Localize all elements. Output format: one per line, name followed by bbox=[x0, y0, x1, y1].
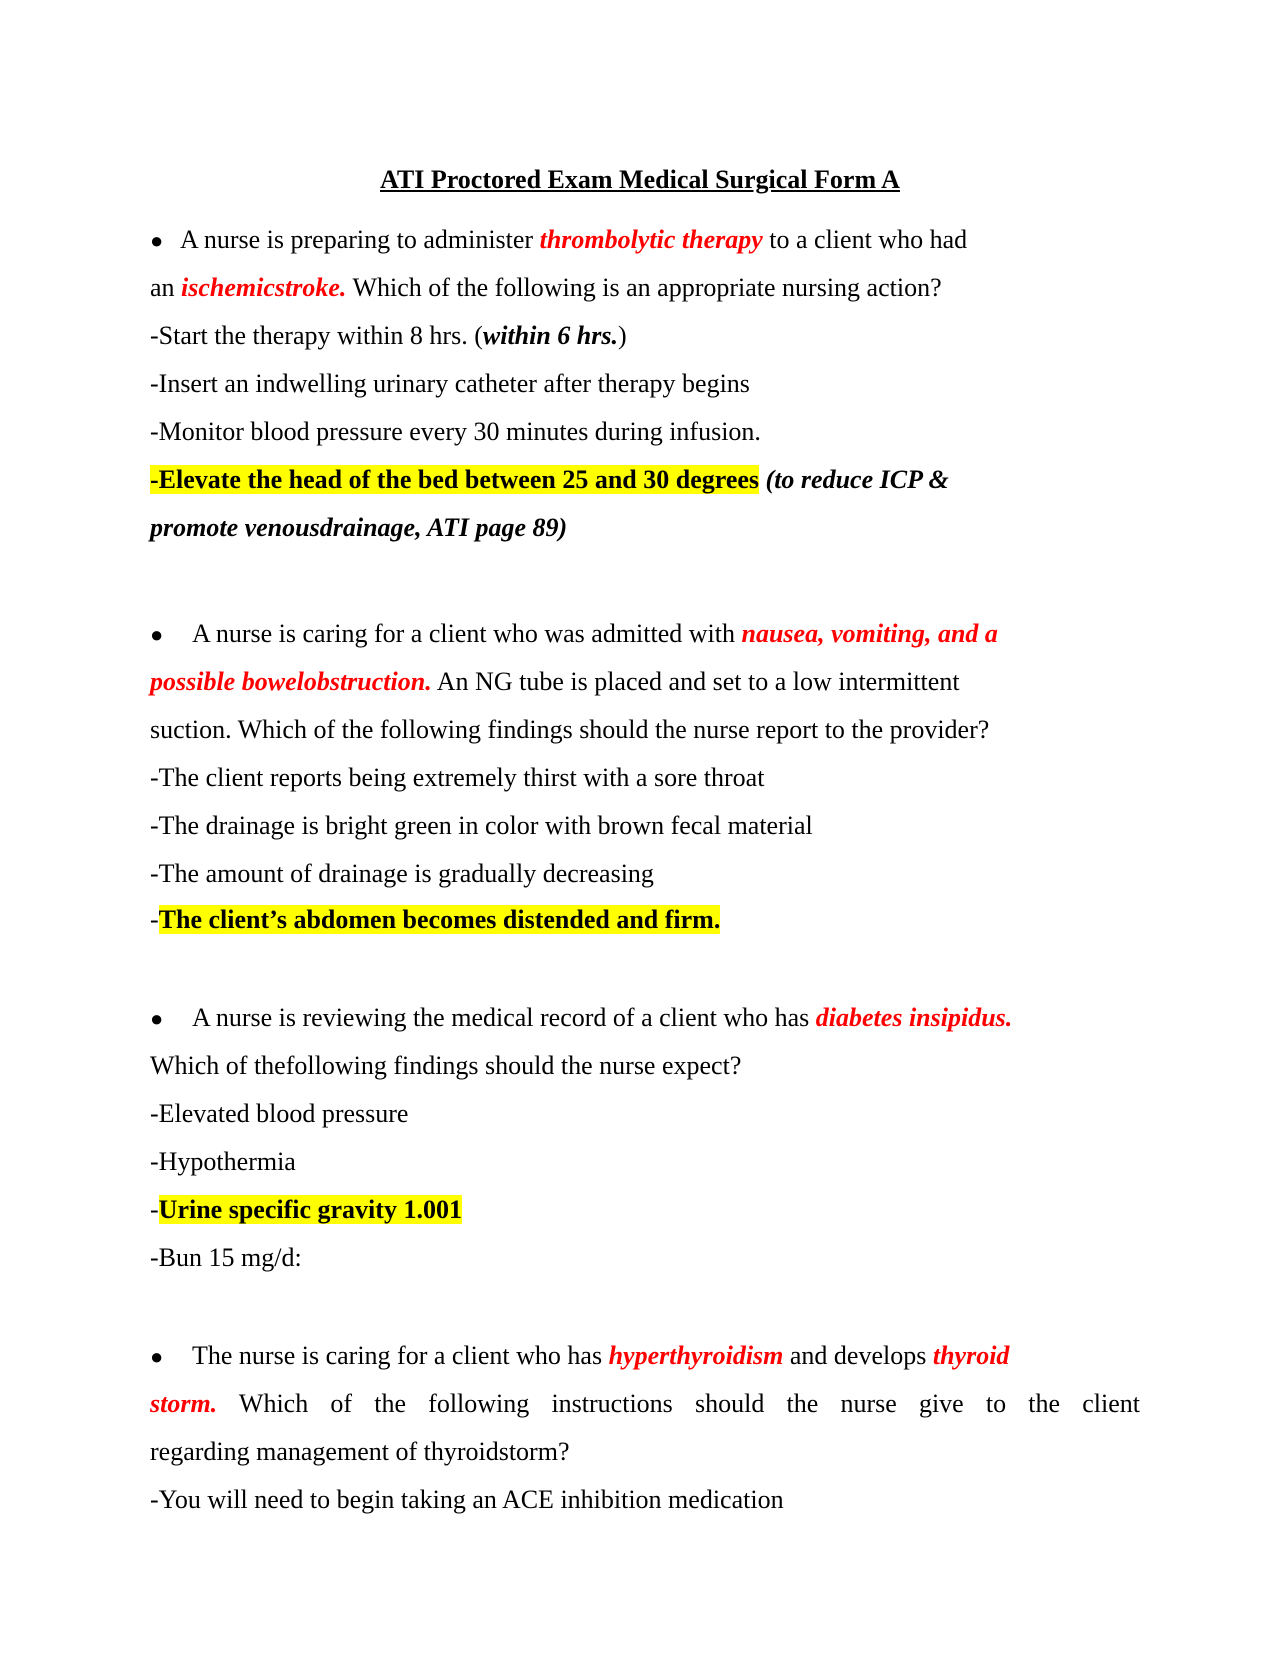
q3-line-1: ● A nurse is reviewing the medical record of a client who has diabetes insipidus. bbox=[150, 998, 1140, 1039]
bullet-icon: ● bbox=[150, 1006, 164, 1031]
keyword: nausea, vomiting, and a bbox=[741, 619, 998, 648]
answer-highlight: -Elevate the head of the bed between 25 and 30 degrees bbox=[150, 465, 760, 494]
keyword: thrombolytic therapy bbox=[539, 225, 763, 254]
q2-line-3: suction. Which of the following findings should the nurse report to the provider? bbox=[150, 715, 990, 744]
keyword: storm. bbox=[150, 1389, 218, 1418]
q1-option-1: -Start the therapy within 8 hrs. (within 6 hrs.) bbox=[150, 321, 627, 350]
keyword: hyperthyroidism bbox=[608, 1341, 784, 1370]
keyword: ischemicstroke. bbox=[181, 273, 347, 302]
q3-option-2: -Hypothermia bbox=[150, 1147, 296, 1176]
q3-option-3-answer: -Urine specific gravity 1.001 bbox=[150, 1195, 462, 1224]
keyword: diabetes insipidus. bbox=[815, 1003, 1013, 1032]
bullet-icon: ● bbox=[150, 1344, 164, 1369]
q2-line-2: possible bowelobstruction. An NG tube is placed and set to a low intermittent bbox=[150, 667, 960, 696]
q2-option-4-answer: -The client’s abdomen becomes distended and firm. bbox=[150, 905, 721, 934]
q2-option-2: -The drainage is bright green in color with brown fecal material bbox=[150, 811, 813, 840]
q2-line-1: ● A nurse is caring for a client who was admitted with nausea, vomiting, and a bbox=[150, 614, 1140, 655]
q1-line-1: ● A nurse is preparing to administer thrombolytic therapy to a client who had bbox=[150, 220, 1140, 261]
q4-line-2: storm. Which of the following instructions should the nurse give to the client bbox=[150, 1389, 1140, 1418]
answer-highlight: The client’s abdomen becomes distended and firm. bbox=[158, 905, 721, 934]
answer-highlight: Urine specific gravity 1.001 bbox=[158, 1195, 462, 1224]
q2-option-1: -The client reports being extremely thirst with a sore throat bbox=[150, 763, 765, 792]
q1-option-3: -Monitor blood pressure every 30 minutes during infusion. bbox=[150, 417, 761, 446]
bullet-icon: ● bbox=[150, 228, 164, 253]
q4-line-3: regarding management of thyroidstorm? bbox=[150, 1437, 570, 1466]
q3-option-1: -Elevated blood pressure bbox=[150, 1099, 409, 1128]
q1-option-4-answer: -Elevate the head of the bed between 25 and 30 degrees (to reduce ICP & bbox=[150, 465, 949, 494]
q4-option-1: -You will need to begin taking an ACE inhibition medication bbox=[150, 1485, 784, 1514]
q1-option-2: -Insert an indwelling urinary catheter after therapy begins bbox=[150, 369, 750, 398]
q4-line-1: ● The nurse is caring for a client who has hyperthyroidism and develops thyroid bbox=[150, 1336, 1140, 1377]
q1-rationale: promote venousdrainage, ATI page 89) bbox=[150, 513, 568, 542]
keyword: possible bowelobstruction. bbox=[150, 667, 432, 696]
keyword: thyroid bbox=[932, 1341, 1010, 1370]
q3-option-4: -Bun 15 mg/d: bbox=[150, 1243, 302, 1272]
q1-line-2: an ischemicstroke. Which of the following is an appropriate nursing action? bbox=[150, 273, 942, 302]
q3-line-2: Which of thefollowing findings should the nurse expect? bbox=[150, 1051, 742, 1080]
bullet-icon: ● bbox=[150, 622, 164, 647]
q2-option-3: -The amount of drainage is gradually decreasing bbox=[150, 859, 654, 888]
page-title: ATI Proctored Exam Medical Surgical Form A bbox=[380, 165, 900, 194]
